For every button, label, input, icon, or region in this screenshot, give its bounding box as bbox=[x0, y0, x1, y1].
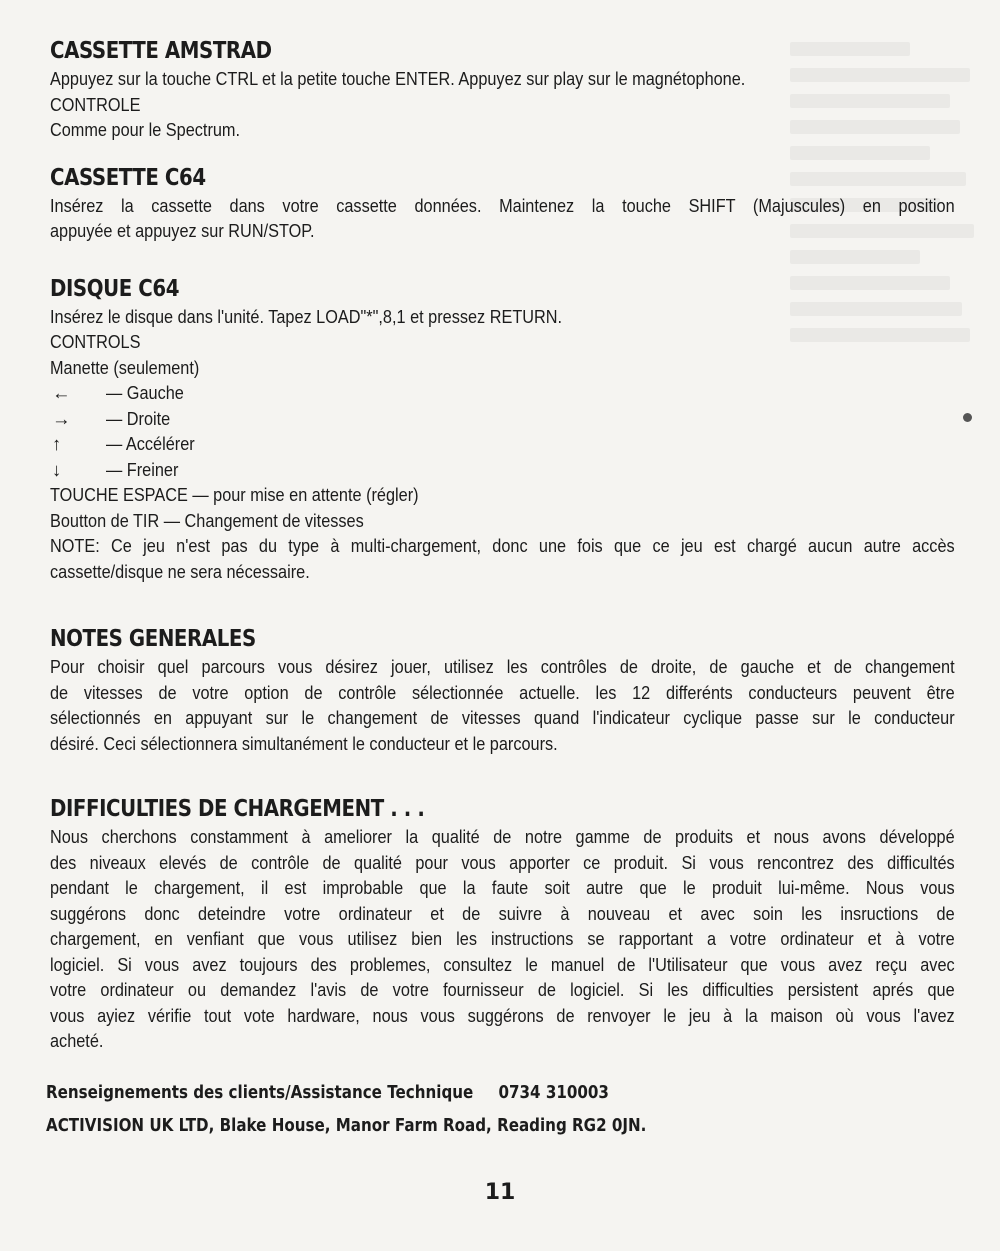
paragraph-line: de vitesses de votre option de contrôle sélectionnée actuelle. les 12 differénts conducteurs peuvent être bbox=[50, 681, 955, 703]
support-line bbox=[46, 1076, 810, 1109]
support-label: Renseignements des clients/Assistance Technique bbox=[46, 1081, 474, 1103]
section-notes-generales bbox=[50, 624, 955, 756]
control-action: — Droite bbox=[106, 407, 171, 429]
paragraph-line: NOTE: Ce jeu n'est pas du type à multi-chargement, donc une fois que ce jeu est chargé aucun autre accès bbox=[50, 535, 955, 556]
controls-label: CONTROLS bbox=[50, 331, 141, 352]
control-action: — Freiner bbox=[106, 458, 179, 480]
support-phone: 0734 310003 bbox=[498, 1081, 609, 1103]
fire-button-line: Boutton de TIR — Changement de vitesses bbox=[50, 509, 364, 531]
page-number: 11 bbox=[484, 1180, 516, 1205]
paragraph-line: des niveaux elevés de contrôle de qualité pour vous apporter ce produit. Si vous rencontrez des difficultés bbox=[50, 851, 955, 873]
control-row-up bbox=[50, 431, 955, 457]
paragraph-line: logiciel. Si vous avez toujours des problemes, consultez le manuel de l'Utilisateur que vous avez reçu avec bbox=[50, 953, 955, 975]
instruction-line: Comme pour le Spectrum. bbox=[50, 119, 241, 140]
manual-page bbox=[46, 30, 955, 1142]
control-action: — Gauche bbox=[106, 382, 184, 403]
paragraph-line: acheté. bbox=[50, 1030, 104, 1051]
section-title: DIFFICULTIES DE CHARGEMENT . . . bbox=[50, 796, 425, 822]
ink-dot bbox=[963, 413, 972, 422]
section-title: CASSETTE AMSTRAD bbox=[50, 38, 272, 64]
paragraph-line: pendant le chargement, il est improbable que la faute soit autre que le produit lui-même. Nous vous bbox=[50, 877, 955, 898]
joystick-label: Manette (seulement) bbox=[50, 356, 200, 378]
note-paragraph bbox=[50, 533, 955, 584]
section-title: CASSETTE C64 bbox=[50, 164, 206, 191]
paragraph-line: Insérez la cassette dans votre cassette données. Maintenez la touche SHIFT (Majuscules) en position bbox=[50, 194, 955, 216]
control-row-left bbox=[50, 380, 955, 406]
paragraph-line: sélectionnés en appuyant sur le changement de vitesses quand l'indicateur cyclique passe sur le conducteur bbox=[50, 707, 955, 728]
instruction-line: Appuyez sur la touche CTRL et la petite touche ENTER. Appuyez sur play sur le magnétophone. bbox=[50, 68, 746, 89]
paragraph-line: votre ordinateur ou demandez l'avis de votre fournisseur de logiciel. Si les difficulties persistent aprés que bbox=[50, 979, 955, 1000]
control-row-right bbox=[50, 406, 955, 432]
instruction-line: Insérez le disque dans l'unité. Tapez LOAD"*",8,1 et pressez RETURN. bbox=[50, 305, 563, 327]
paragraph-line: cassette/disque ne sera nécessaire. bbox=[50, 560, 310, 582]
paragraph-line: vous ayiez vérifie tout vote hardware, nous vous suggérons de renvoyer le jeu à la maison où vous l'avez bbox=[50, 1004, 955, 1026]
section-difficulties bbox=[50, 794, 955, 1054]
paragraph-line: Pour choisir quel parcours vous désirez jouer, utilisez les contrôles de droite, de gauche et de changement bbox=[50, 656, 955, 677]
notes-paragraph bbox=[50, 654, 955, 756]
paragraph-line: chargement, en venfiant que vous utilisez bien les instructions se rapportant a votre ordinateur et à votre bbox=[50, 928, 955, 949]
arrow-up-icon: ↑ bbox=[52, 433, 62, 454]
arrow-right-icon: → bbox=[52, 407, 71, 429]
section-title: DISQUE C64 bbox=[50, 275, 180, 302]
paragraph-line: désiré. Ceci sélectionnera simultanément le conducteur et le parcours. bbox=[50, 732, 558, 754]
space-key-line: TOUCHE ESPACE — pour mise en attente (régler) bbox=[50, 484, 419, 505]
contact-footer bbox=[46, 1076, 955, 1142]
company-address: ACTIVISION UK LTD, Blake House, Manor Farm Road, Reading RG2 0JN. bbox=[46, 1114, 647, 1136]
instruction-paragraph bbox=[50, 193, 955, 244]
difficulties-paragraph bbox=[50, 824, 955, 1054]
section-cassette-c64 bbox=[50, 163, 955, 244]
paragraph-line: appuyée et appuyez sur RUN/STOP. bbox=[50, 220, 315, 241]
arrow-down-icon: ↓ bbox=[52, 458, 62, 480]
arrow-left-icon: ← bbox=[52, 382, 71, 403]
section-cassette-amstrad bbox=[50, 36, 955, 143]
paragraph-line: Nous cherchons constamment à ameliorer la qualité de notre gamme de produits et nous avons développé bbox=[50, 826, 955, 847]
control-action: — Accélérer bbox=[106, 433, 195, 454]
control-row-down bbox=[50, 457, 955, 483]
section-disque-c64 bbox=[50, 274, 955, 585]
controls-label: CONTROLE bbox=[50, 93, 141, 115]
section-title: NOTES GENERALES bbox=[50, 626, 256, 652]
paragraph-line: suggérons donc deteindre votre ordinateur et de suivre à nouveau et avec soin les insructions de bbox=[50, 902, 955, 924]
